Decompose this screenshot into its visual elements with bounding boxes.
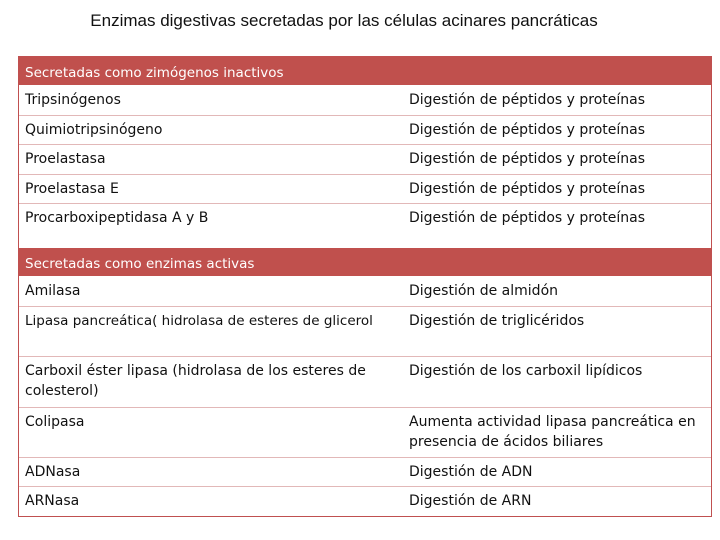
enzyme-cell: ADNasa [25,464,81,480]
enzyme-cell: Lipasa pancreática( hidrolasa de esteres de glicerol [25,313,373,329]
function-cell: Digestión de los carboxil lipídicos [409,363,643,379]
function-cell: Digestión de triglicéridos [409,313,585,329]
function-cell: Digestión de péptidos y proteínas [409,181,646,197]
enzyme-cell: Proelastasa E [25,181,119,197]
table-row [19,277,711,306]
table-row [19,174,711,203]
function-cell: Digestión de ADN [409,464,533,480]
table-row [19,356,711,407]
enzyme-cell: Procarboxipeptidasa A y B [25,210,209,226]
enzymes-table [18,56,712,517]
function-cell: Aumenta actividad lipasa pancreática en presencia de ácidos biliares [409,414,696,450]
function-cell: Digestión de péptidos y proteínas [409,210,646,226]
enzyme-cell: Amilasa [25,283,81,299]
page-title: Enzimas digestivas secretadas por las células acinares pancráticas [90,11,598,30]
table-row [19,306,711,356]
table-row [19,203,711,248]
enzyme-cell: Proelastasa [25,151,106,167]
function-cell: Digestión de almidón [409,283,559,299]
function-cell: Digestión de péptidos y proteínas [409,122,646,138]
enzyme-cell: Carboxil éster lipasa (hidrolasa de los esteres de colesterol) [25,363,366,399]
enzyme-cell: Colipasa [25,414,85,430]
enzyme-cell: Tripsinógenos [25,92,121,108]
enzyme-cell: Quimiotripsinógeno [25,122,163,138]
table-row [19,144,711,174]
function-cell: Digestión de ARN [409,493,532,509]
table-row [19,407,711,457]
section-header-inactive: Secretadas como zimógenos inactivos [19,57,711,86]
table-row [19,486,711,516]
enzyme-cell: ARNasa [25,493,80,509]
table-row [19,86,711,115]
table-row [19,115,711,144]
section-header-active: Secretadas como enzimas activas [19,248,711,277]
table-row [19,457,711,486]
function-cell: Digestión de péptidos y proteínas [409,151,646,167]
function-cell: Digestión de péptidos y proteínas [409,92,646,108]
